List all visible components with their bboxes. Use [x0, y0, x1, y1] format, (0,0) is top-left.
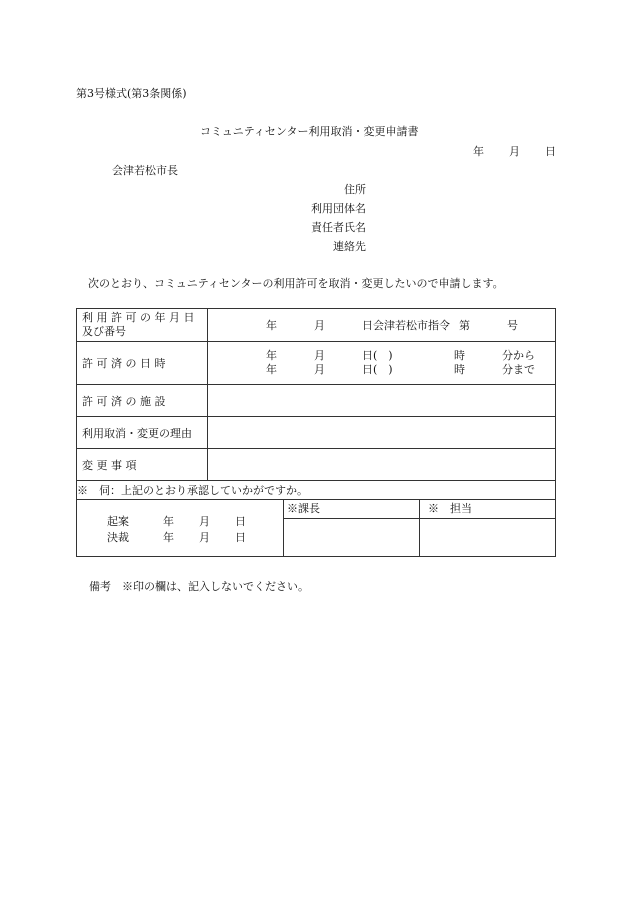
from-minute: 分から [502, 349, 535, 362]
permit-month: 月 [314, 319, 325, 332]
permitted-datetime-label: 許 可 済 の 日 時 [77, 342, 208, 385]
datetime-to-row [266, 363, 555, 377]
section-chief-cell[interactable] [284, 500, 420, 557]
to-month: 月 [314, 363, 325, 376]
facility-field[interactable] [208, 385, 556, 417]
inquiry-text: ※ 伺：上記のとおり承認していかがですか。 [77, 481, 556, 500]
decision-label: 決裁 [107, 531, 129, 544]
permitted-datetime-field[interactable] [208, 342, 556, 385]
to-year: 年 [266, 363, 277, 376]
application-table [76, 308, 556, 500]
permit-number-prefix: 第 [459, 319, 470, 332]
decision-day: 日 [235, 531, 246, 544]
date-month: 月 [509, 145, 520, 158]
facility-label: 許 可 済 の 施 設 [77, 385, 208, 417]
section-chief-label: ※課長 [284, 500, 419, 519]
permit-date-label [77, 309, 208, 342]
changes-label: 変 更 事 項 [77, 449, 208, 481]
draft-line [107, 514, 283, 530]
in-charge-label: ※ 担当 [420, 500, 555, 519]
applicant-organization-label: 利用団体名 [311, 202, 366, 215]
permit-date-field[interactable] [208, 309, 556, 342]
remarks-note: 備考 ※印の欄は、記入しないでください。 [89, 580, 309, 593]
decision-year: 年 [163, 531, 174, 544]
draft-label: 起案 [107, 515, 129, 528]
from-hour: 時 [454, 349, 465, 362]
inquiry-row [77, 481, 556, 500]
to-hour: 時 [454, 363, 465, 376]
draft-year: 年 [163, 515, 174, 528]
from-day: 日( ) [362, 349, 393, 362]
datetime-from-row [266, 349, 555, 363]
approval-table [76, 499, 556, 557]
from-month: 月 [314, 349, 325, 362]
draft-month: 月 [199, 515, 210, 528]
applicant-representative-label: 責任者氏名 [311, 221, 366, 234]
draft-decision-cell [77, 500, 284, 557]
addressee: 会津若松市長 [112, 164, 178, 177]
document-title: コミュニティセンター利用取消・変更申請書 [200, 125, 419, 138]
reason-label: 利用取消・変更の理由 [77, 417, 208, 449]
to-day: 日( ) [362, 363, 393, 376]
approval-row [77, 500, 556, 557]
from-year: 年 [266, 349, 277, 362]
in-charge-cell[interactable] [420, 500, 556, 557]
permit-date-label-line2: 及び番号 [82, 325, 126, 338]
changes-row [77, 449, 556, 481]
permit-number-suffix: 号 [507, 319, 518, 332]
changes-field[interactable] [208, 449, 556, 481]
permitted-datetime-row [77, 342, 556, 385]
permit-date-row [77, 309, 556, 342]
draft-day: 日 [235, 515, 246, 528]
reason-field[interactable] [208, 417, 556, 449]
decision-line [107, 530, 283, 546]
applicant-contact-label: 連絡先 [333, 240, 366, 253]
reason-row [77, 417, 556, 449]
intro-text: 次のとおり、コミュニティセンターの利用許可を取消・変更したいので申請します。 [88, 277, 504, 290]
applicant-address-label: 住所 [344, 183, 366, 196]
form-number: 第3号様式(第3条関係) [76, 87, 187, 100]
application-date [473, 143, 556, 159]
date-day: 日 [545, 145, 556, 158]
permit-date-label-line1: 利 用 許 可 の 年 月 日 [82, 311, 195, 324]
date-year: 年 [473, 145, 484, 158]
facility-row [77, 385, 556, 417]
decision-month: 月 [199, 531, 210, 544]
to-minute: 分まで [502, 363, 535, 376]
permit-year: 年 [266, 319, 277, 332]
permit-day-city: 日会津若松市指令 [362, 319, 450, 332]
